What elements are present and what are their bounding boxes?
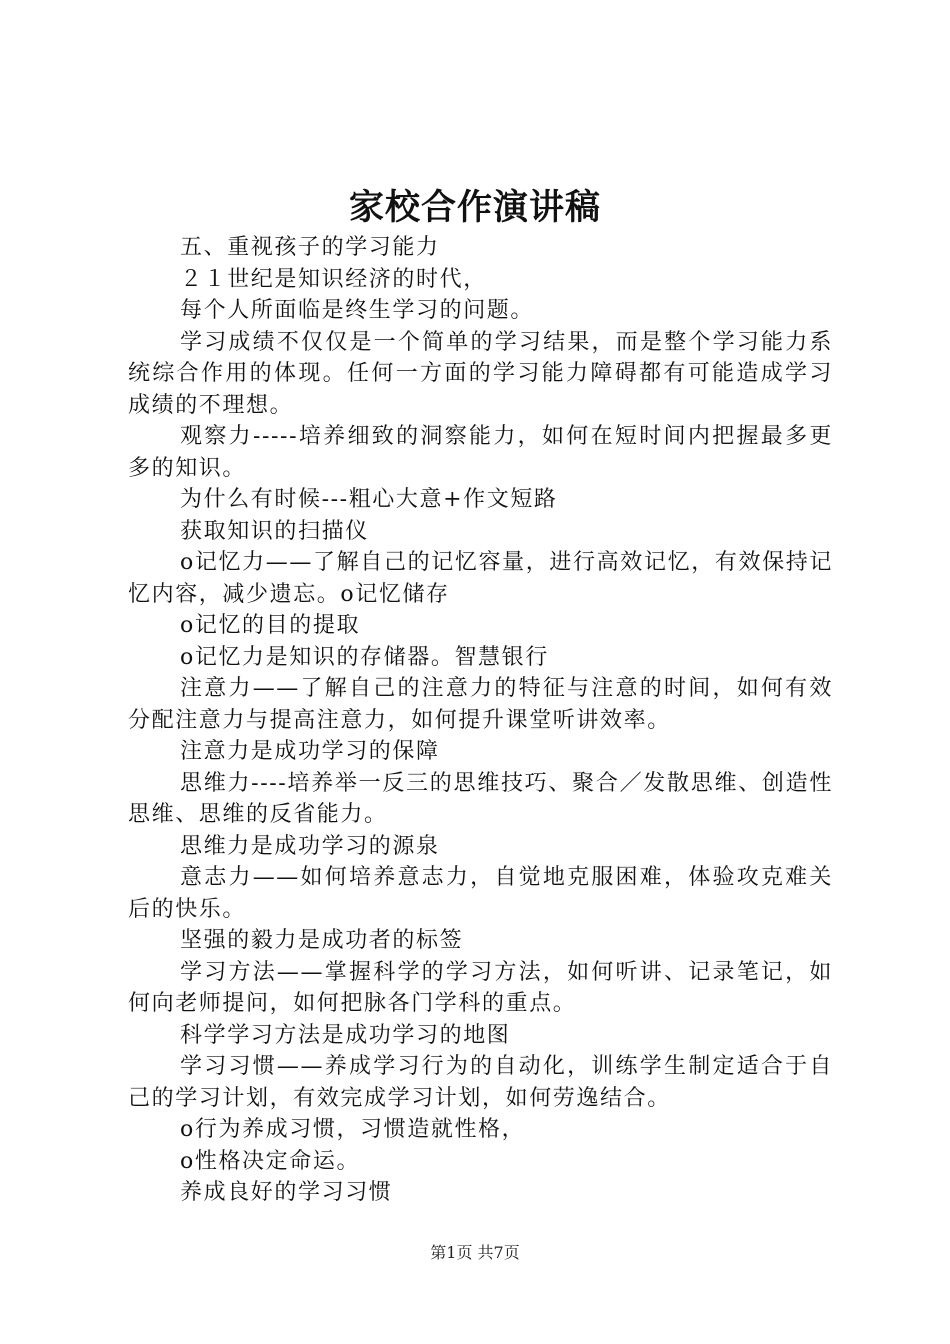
paragraph: 注意力是成功学习的保障 [180, 739, 440, 764]
paragraph: 观察力-----培养细致的洞察能力，如何在短时间内把握最多更多的知识。 [128, 424, 833, 481]
paragraph: 科学学习方法是成功学习的地图 [180, 1022, 511, 1048]
paragraph: 养成良好的学习习惯 [180, 1180, 393, 1205]
paragraph: 意志力——如何培养意志力，自觉地克服困难，体验攻克难关后的快乐。 [128, 865, 833, 922]
document-body [128, 232, 833, 1209]
paragraph: 学习成绩不仅仅是一个简单的学习结果，而是整个学习能力系统综合作用的体现。任何一方面的学习能力障碍都有可能造成学习成绩的不理想。 [128, 329, 833, 418]
paragraph: o记忆力是知识的存储器。智慧银行 [180, 644, 549, 670]
paragraph: 注意力——了解自己的注意力的特征与注意的时间，如何有效分配注意力与提高注意力，如何提升课堂听讲效率。 [128, 676, 833, 733]
paragraph: 每个人所面临是终生学习的问题。 [180, 298, 535, 323]
paragraph: 五、重视孩子的学习能力 [180, 235, 440, 260]
paragraph: 坚强的毅力是成功者的标签 [180, 928, 464, 953]
paragraph: ２１世纪是知识经济的时代， [180, 266, 487, 292]
paragraph: 学习方法——掌握科学的学习方法，如何听讲、记录笔记，如何向老师提问，如何把脉各门学科的重点。 [128, 959, 833, 1016]
paragraph: o记忆的目的提取 [180, 613, 361, 638]
paragraph: 思维力是成功学习的源泉 [180, 833, 440, 859]
paragraph: 学习习惯——养成学习行为的自动化，训练学生制定适合于自己的学习计划，有效完成学习计划，如何劳逸结合。 [128, 1054, 833, 1111]
paragraph: o记忆力——了解自己的记忆容量，进行高效记忆，有效保持记忆内容，减少遗忘。o记忆储存 [128, 550, 833, 607]
page-footer: 第1页 共7页 [430, 1243, 520, 1262]
paragraph: o性格决定命运。 [180, 1148, 361, 1174]
document-title: 家校合作演讲稿 [348, 187, 601, 228]
paragraph: o行为养成习惯，习惯造就性格， [180, 1117, 526, 1142]
paragraph: 获取知识的扫描仪 [180, 518, 369, 544]
paragraph: 思维力----培养举一反三的思维技巧、聚合／发散思维、创造性思维、思维的反省能力。 [128, 770, 833, 827]
paragraph: 为什么有时候---粗心大意+作文短路 [180, 487, 558, 512]
